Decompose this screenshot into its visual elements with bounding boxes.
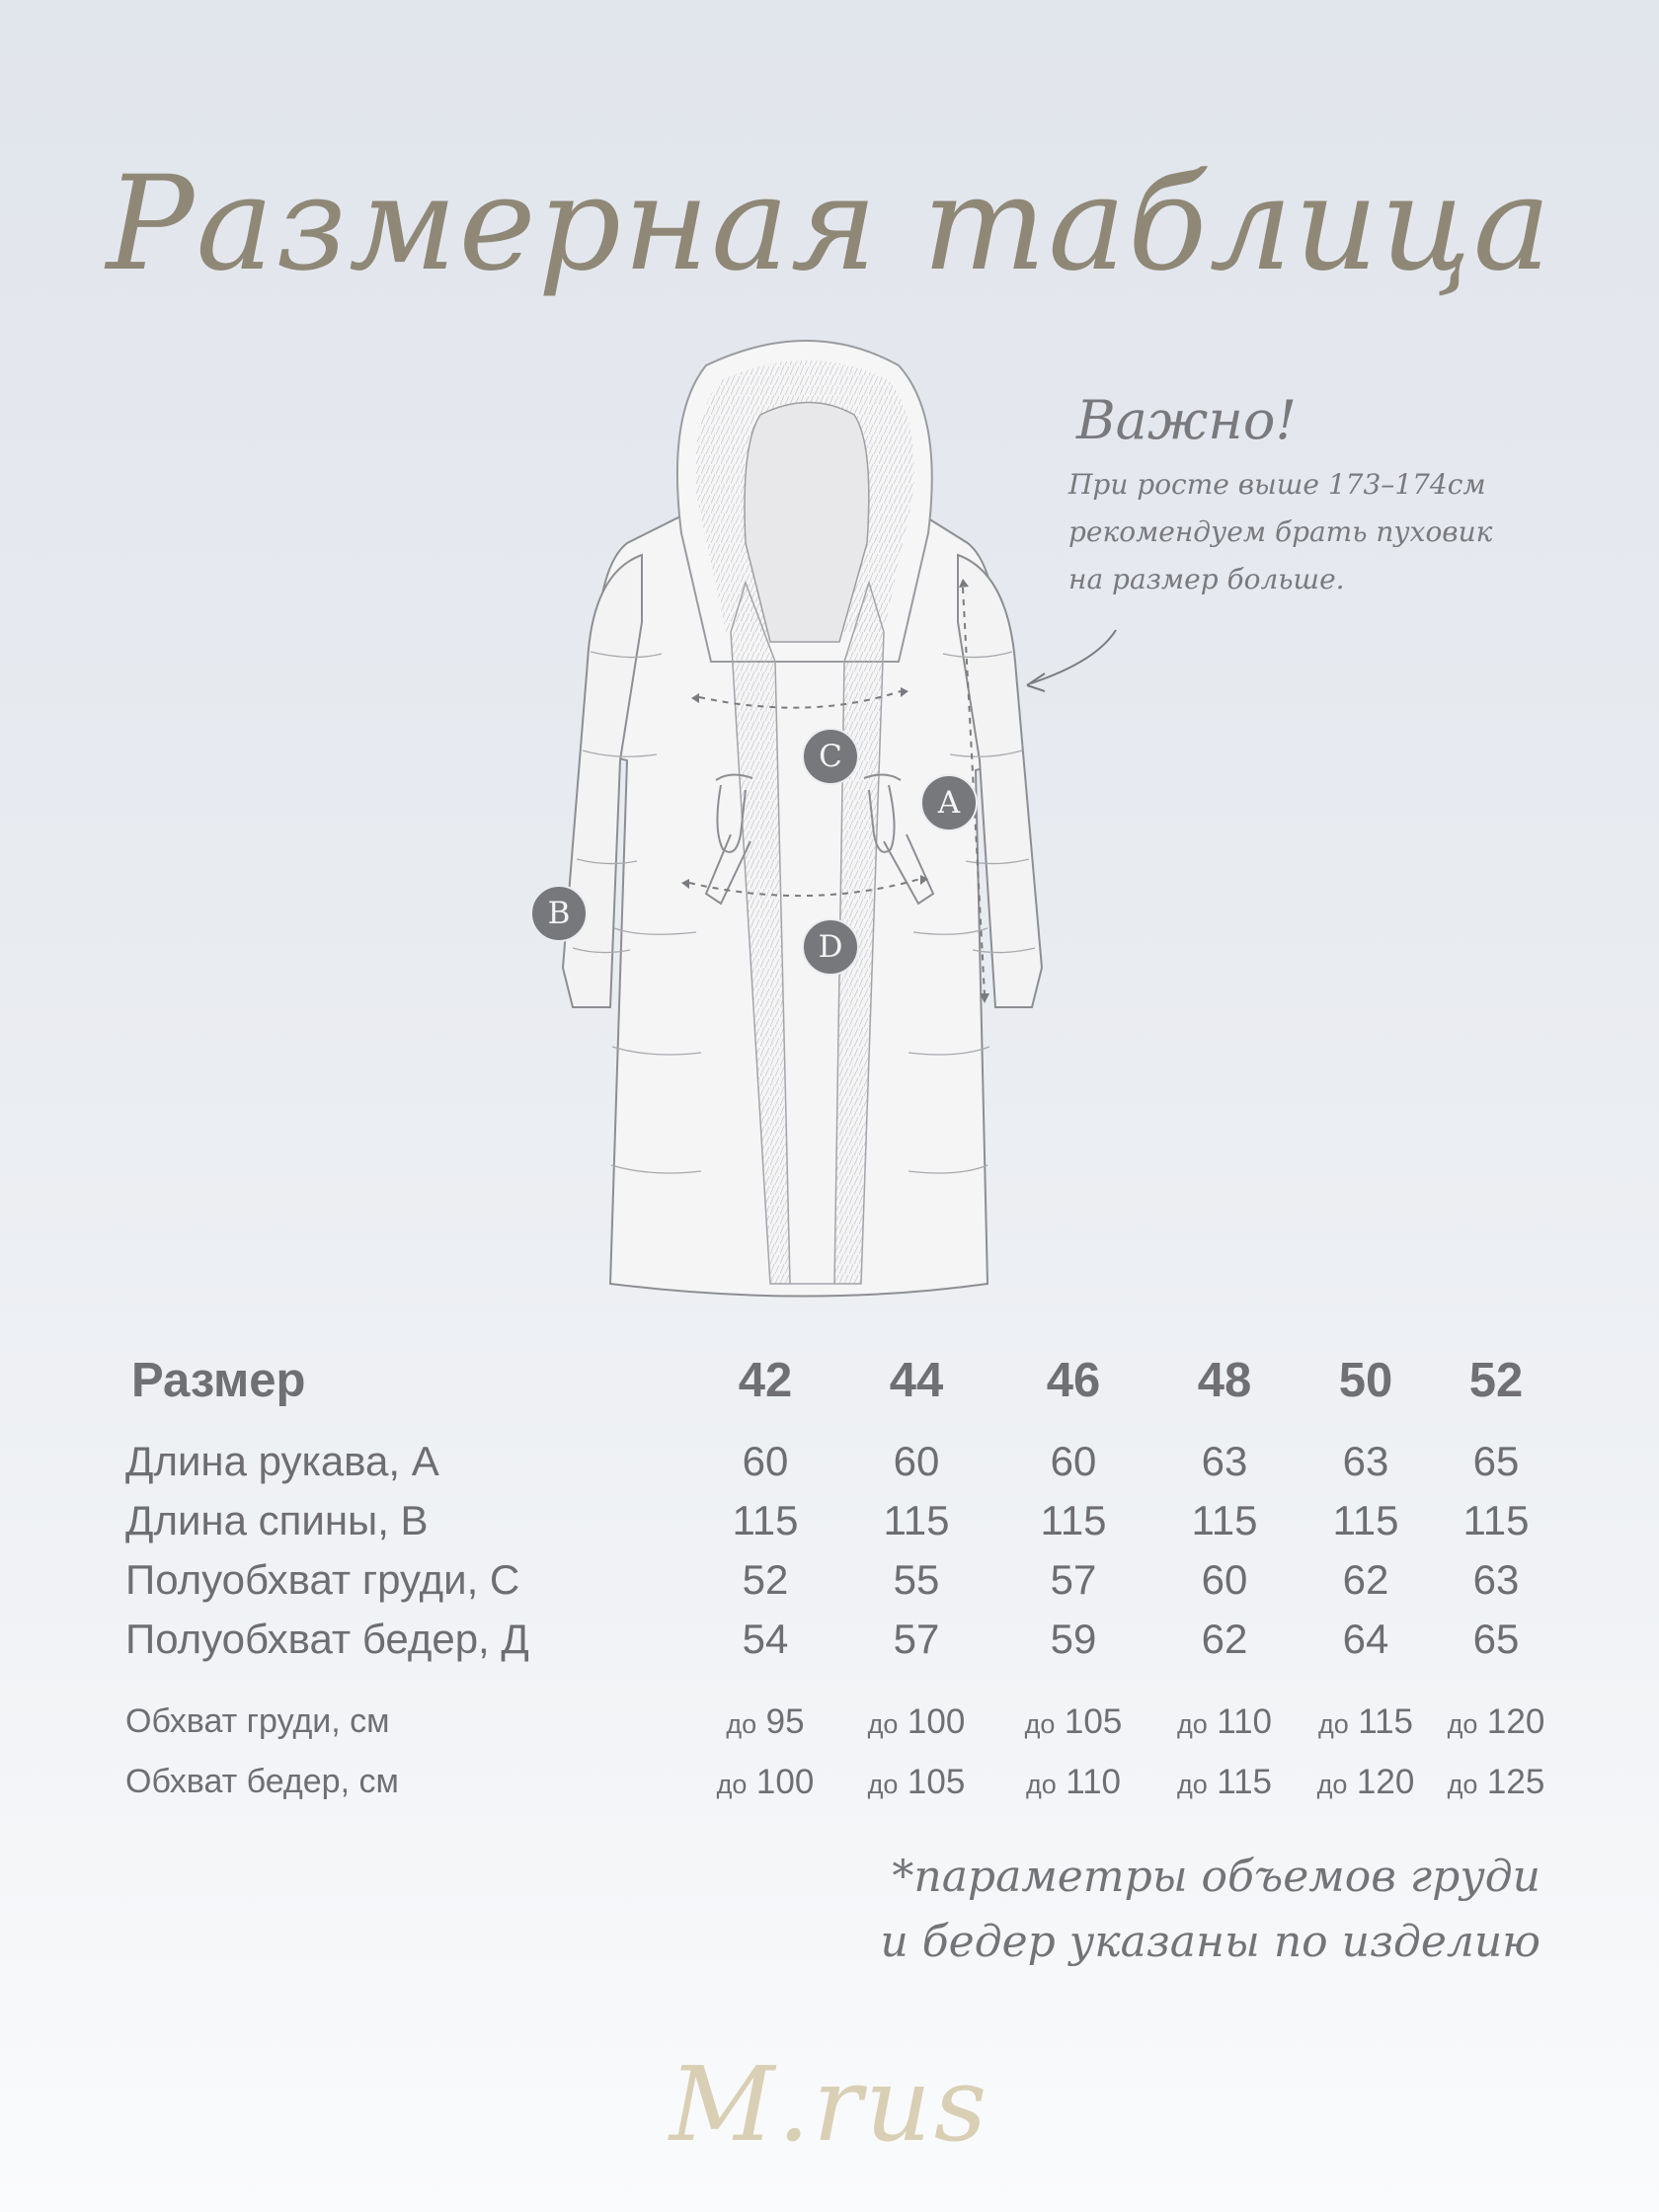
size-46: 46 xyxy=(1046,1354,1101,1407)
marker-c: C xyxy=(802,728,859,785)
table-header-row xyxy=(123,1353,1565,1438)
table-cell: до 115 xyxy=(1176,1763,1273,1801)
size-50: 50 xyxy=(1338,1354,1393,1407)
table-cell: 115 xyxy=(732,1497,799,1543)
table-row-back xyxy=(123,1497,1565,1556)
table-cell: до 125 xyxy=(1447,1763,1545,1801)
table-cell: 115 xyxy=(1462,1497,1530,1543)
table-cell: до 120 xyxy=(1316,1763,1415,1801)
table-row-chest xyxy=(123,1556,1565,1616)
table-cell: до 105 xyxy=(867,1763,966,1801)
marker-b: B xyxy=(530,885,588,942)
table-cell: до 105 xyxy=(1024,1702,1123,1741)
note-arrow-icon xyxy=(1017,622,1136,711)
row-label: Длина рукава, А xyxy=(125,1438,439,1484)
table-row-chest-girth xyxy=(123,1702,1565,1763)
table-cell: 55 xyxy=(893,1556,940,1603)
note-line-3: на размер больше. xyxy=(1068,563,1345,595)
table-cell: до 95 xyxy=(726,1702,805,1741)
row-label: Полуобхват груди, С xyxy=(125,1556,520,1603)
table-cell: до 115 xyxy=(1317,1702,1414,1741)
table-cell: 65 xyxy=(1472,1438,1520,1484)
table-cell: 52 xyxy=(742,1556,789,1603)
row-label: Обхват бедер, см xyxy=(125,1763,399,1800)
size-44: 44 xyxy=(889,1354,944,1407)
size-48: 48 xyxy=(1197,1354,1252,1407)
note-heading: Важно! xyxy=(1076,389,1298,451)
table-cell: до 110 xyxy=(1025,1763,1122,1801)
table-cell: 115 xyxy=(1040,1497,1107,1543)
size-header-label: Размер xyxy=(131,1354,306,1407)
table-cell: 62 xyxy=(1342,1556,1389,1603)
table-cell: 60 xyxy=(1201,1556,1248,1603)
table-cell: 59 xyxy=(1050,1616,1097,1662)
table-cell: до 120 xyxy=(1447,1702,1545,1741)
marker-d: D xyxy=(802,918,859,976)
row-label: Полуобхват бедер, Д xyxy=(125,1616,529,1662)
table-cell: 60 xyxy=(742,1438,789,1484)
table-cell: 115 xyxy=(883,1497,950,1543)
table-cell: 63 xyxy=(1472,1556,1520,1603)
table-cell: 64 xyxy=(1342,1616,1389,1662)
table-cell: 63 xyxy=(1201,1438,1248,1484)
table-cell: 57 xyxy=(893,1616,940,1662)
table-cell: до 100 xyxy=(867,1702,966,1741)
table-cell: 57 xyxy=(1050,1556,1097,1603)
marker-a: A xyxy=(920,774,978,831)
coat-illustration xyxy=(494,336,1136,1323)
brand-logo: M.rus xyxy=(669,2044,990,2165)
size-table xyxy=(123,1353,1565,1823)
table-row-sleeve xyxy=(123,1438,1565,1497)
footnote-line-2: и бедер указаны по изделию xyxy=(880,1917,1540,1967)
table-row-hip-girth xyxy=(123,1763,1565,1823)
table-cell: до 100 xyxy=(716,1763,815,1801)
size-52: 52 xyxy=(1468,1354,1524,1407)
table-cell: 62 xyxy=(1201,1616,1248,1662)
page-title: Размерная таблица xyxy=(106,148,1553,300)
footnote xyxy=(880,1845,1540,1975)
footnote-line-1: *параметры объемов груди xyxy=(892,1852,1540,1902)
table-cell: 115 xyxy=(1191,1497,1258,1543)
table-cell: 65 xyxy=(1472,1616,1520,1662)
important-note xyxy=(1068,389,1492,603)
size-42: 42 xyxy=(738,1354,793,1407)
table-cell: 63 xyxy=(1342,1438,1389,1484)
note-line-2: рекомендуем брать пуховик xyxy=(1068,515,1493,548)
table-cell: 115 xyxy=(1332,1497,1399,1543)
table-cell: 54 xyxy=(742,1616,789,1662)
row-label: Обхват груди, см xyxy=(125,1702,390,1740)
table-cell: до 110 xyxy=(1176,1702,1273,1741)
note-line-1: При росте выше 173–174см xyxy=(1068,468,1486,501)
table-cell: 60 xyxy=(1050,1438,1097,1484)
coat-hood-inner xyxy=(745,403,869,643)
table-cell: 60 xyxy=(893,1438,940,1484)
row-label: Длина спины, В xyxy=(125,1497,429,1543)
table-row-hips xyxy=(123,1616,1565,1685)
